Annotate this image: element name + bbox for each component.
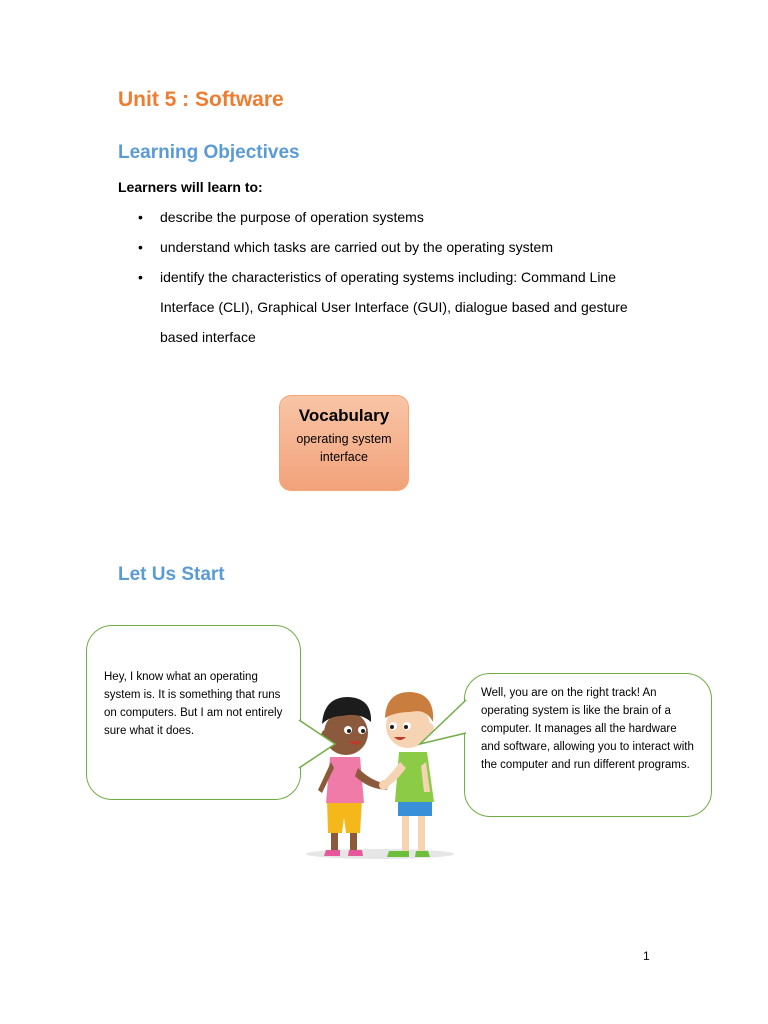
objective-item: • identify the characteristics of operating systems including: Command Line Interface (CLI), Graphical User Interface (GUI), dialogue based and gesture based interface bbox=[160, 262, 640, 352]
learning-objectives-heading: Learning Objectives bbox=[118, 142, 300, 163]
vocabulary-word: operating system bbox=[296, 432, 392, 446]
unit-title: Unit 5 : Software bbox=[118, 88, 284, 111]
right-bubble-tail bbox=[420, 700, 466, 744]
objectives-intro: Learners will learn to: bbox=[118, 179, 263, 195]
page-number: 1 bbox=[643, 949, 650, 963]
speech-bubble-left: Hey, I know what an operating system is. It is something that runs on computers. But I am not entirely sure what it does. bbox=[86, 625, 301, 800]
left-bubble-tail bbox=[299, 720, 335, 768]
vocabulary-title: Vocabulary bbox=[298, 406, 390, 425]
let-us-start-heading: Let Us Start bbox=[118, 564, 225, 585]
objective-item: • understand which tasks are carried out by the operating system bbox=[160, 232, 640, 262]
vocabulary-word: interface bbox=[320, 450, 368, 464]
objective-item: • describe the purpose of operation systems bbox=[160, 202, 640, 232]
speech-bubble-right: Well, you are on the right track! An operating system is like the brain of a computer. It manages all the hardware and software, allowing you to interact with the computer and run different programs. bbox=[464, 673, 712, 817]
